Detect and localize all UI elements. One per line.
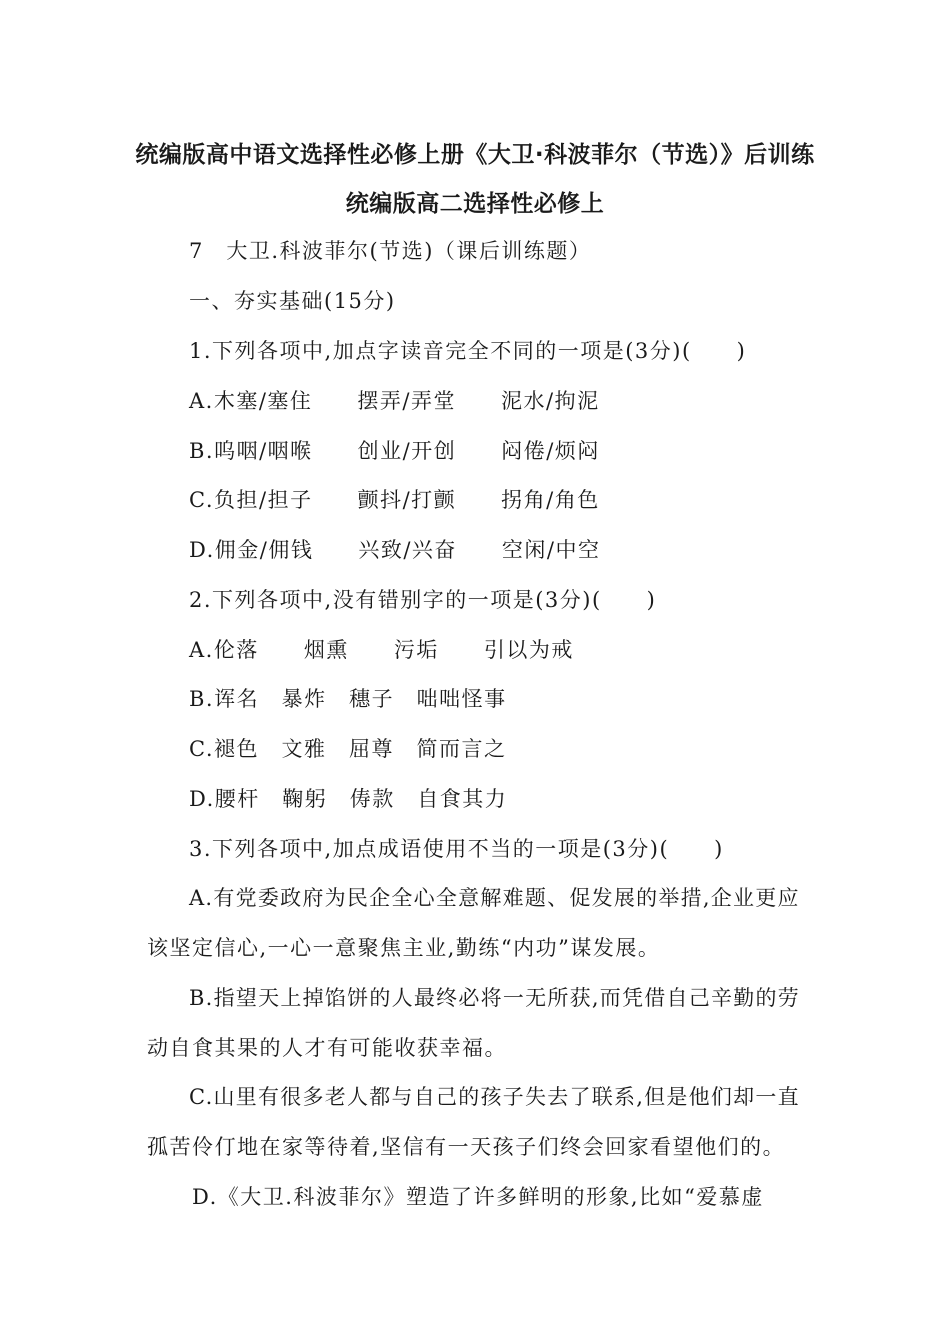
question-3-option-b-line2: 动自食其果的人才有可能收获幸福。 xyxy=(147,1036,507,1060)
question-3-option-b-line1: B.指望天上掉馅饼的人最终必将一无所获,而凭借自己辛勤的劳 xyxy=(189,986,801,1010)
question-1-option-a: A.木塞/塞住 摆弄/弄堂 泥水/拘泥 xyxy=(189,389,600,413)
question-3-option-a-line1: A.有党委政府为民企全心全意解难题、促发展的举措,企业更应 xyxy=(189,886,800,910)
question-3-option-c-line2: 孤苦伶仃地在家等待着,坚信有一天孩子们终会回家看望他们的。 xyxy=(147,1135,786,1159)
lesson-heading: 7 大卫.科波菲尔(节选)（课后训练题） xyxy=(189,239,592,263)
question-1-option-c: C.负担/担子 颤抖/打颤 拐角/角色 xyxy=(189,488,600,512)
question-3-option-a-line2: 该坚定信心,一心一意聚焦主业,勤练“内功”谋发展。 xyxy=(147,936,661,960)
question-3-option-c-line1: C.山里有很多老人都与自己的孩子失去了联系,但是他们却一直 xyxy=(189,1085,800,1109)
question-3-option-d-line1: D.《大卫.科波菲尔》塑造了许多鲜明的形象,比如“爱慕虚 xyxy=(192,1185,764,1209)
question-2-option-a: A.伦落 烟熏 污垢 引以为戒 xyxy=(189,638,574,662)
question-1-option-d: D.佣金/佣钱 兴致/兴奋 空闲/中空 xyxy=(189,538,601,562)
document-subtitle: 统编版高二选择性必修上 xyxy=(345,191,605,217)
section-heading: 一、夯实基础(15分) xyxy=(189,289,396,313)
question-2-stem: 2.下列各项中,没有错别字的一项是(3分)( ) xyxy=(189,588,657,612)
question-3-stem: 3.下列各项中,加点成语使用不当的一项是(3分)( ) xyxy=(189,837,724,861)
question-1-stem: 1.下列各项中,加点字读音完全不同的一项是(3分)( ) xyxy=(189,339,747,363)
question-2-option-c: C.褪色 文雅 屈尊 简而言之 xyxy=(189,737,507,761)
question-2-option-d: D.腰杆 鞠躬 俦款 自食其力 xyxy=(189,787,508,811)
question-1-option-b: B.呜咽/咽喉 创业/开创 闷倦/烦闷 xyxy=(189,439,600,463)
document-title: 统编版高中语文选择性必修上册《大卫·科波菲尔（节选）》后训练 xyxy=(135,142,815,168)
question-2-option-b: B.诨名 暴炸 穗子 咄咄怪事 xyxy=(189,687,507,711)
